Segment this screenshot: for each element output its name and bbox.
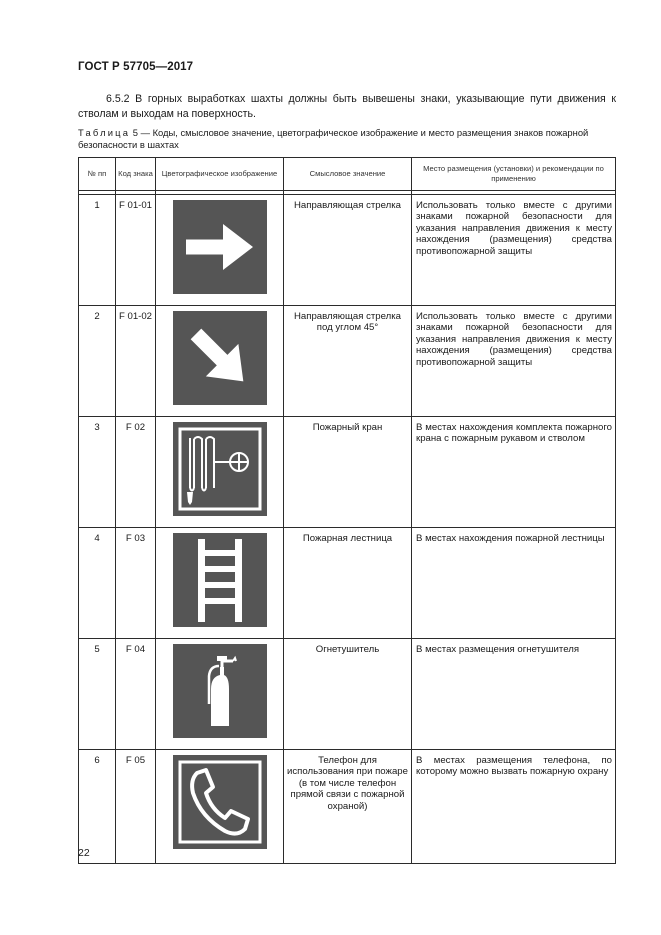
row-num: 4: [79, 528, 116, 639]
table-caption-label: Таблица: [78, 127, 131, 138]
row-meaning: Огнетушитель: [284, 639, 412, 750]
row-num: 2: [79, 306, 116, 417]
row-num: 5: [79, 639, 116, 750]
header-num: № пп: [79, 158, 116, 191]
table-row: [79, 195, 616, 306]
row-num: 3: [79, 417, 116, 528]
row-image: [156, 639, 284, 750]
fire-extinguisher-icon: [173, 644, 267, 738]
row-image: [156, 417, 284, 528]
row-image: [156, 195, 284, 306]
table-row: [79, 417, 616, 528]
table-caption-text: 5 — Коды, смысловое значение, цветографическое изображение и место размещения знаков пожарной безопасности в шахтах: [78, 127, 589, 150]
row-code: F 03: [116, 528, 156, 639]
row-code: F 02: [116, 417, 156, 528]
row-code: F 01-02: [116, 306, 156, 417]
row-place: Использовать только вместе с другими знаками пожарной безопасности для указания направления движения к месту нахождения (размещения) средства противопожарной защиты: [412, 195, 616, 306]
row-place: Использовать только вместе с другими знаками пожарной безопасности для указания направления движения к месту нахождения (размещения) средства противопожарной защиты: [412, 306, 616, 417]
table-row: [79, 750, 616, 864]
telephone-icon: [173, 755, 267, 849]
header-code: Код знака: [116, 158, 156, 191]
row-image: [156, 306, 284, 417]
row-place: В местах размещения огнетушителя: [412, 639, 616, 750]
ladder-icon: [173, 533, 267, 627]
paragraph-6-5-2: 6.5.2 В горных выработках шахты должны быть вывешены знаки, указывающие пути движения к стволам и выходам на поверхность.: [78, 93, 616, 120]
row-meaning: Пожарный кран: [284, 417, 412, 528]
row-image: [156, 528, 284, 639]
fire-signs-table: [78, 157, 616, 864]
arrow-right-icon: [173, 200, 267, 294]
row-num: 1: [79, 195, 116, 306]
row-code: F 01-01: [116, 195, 156, 306]
document-header: ГОСТ Р 57705—2017: [78, 61, 194, 73]
header-place: Место размещения (установки) и рекомендации по применению: [412, 158, 616, 191]
fire-hose-icon: [173, 422, 267, 516]
table-row: [79, 528, 616, 639]
row-place: В местах нахождения пожарной лестницы: [412, 528, 616, 639]
row-place: В местах нахождения комплекта пожарного крана с пожарным рукавом и стволом: [412, 417, 616, 528]
page-number: 22: [78, 847, 90, 859]
row-meaning: Пожарная лестница: [284, 528, 412, 639]
row-meaning: Направляющая стрелка под углом 45°: [284, 306, 412, 417]
table-caption: [78, 127, 616, 151]
header-image: Цветографическое изображение: [156, 158, 284, 191]
table-row: [79, 306, 616, 417]
arrow-diagonal-icon: [173, 311, 267, 405]
row-meaning: Телефон для использования при пожаре (в том числе телефон прямой связи с пожарной охраной): [284, 750, 412, 864]
row-num: 6: [79, 750, 116, 864]
table-row: [79, 639, 616, 750]
row-code: F 05: [116, 750, 156, 864]
row-code: F 04: [116, 639, 156, 750]
row-meaning: Направляющая стрелка: [284, 195, 412, 306]
row-place: В местах размещения телефона, по которому можно вызвать пожарную охрану: [412, 750, 616, 864]
header-meaning: Смысловое значение: [284, 158, 412, 191]
row-image: [156, 750, 284, 864]
